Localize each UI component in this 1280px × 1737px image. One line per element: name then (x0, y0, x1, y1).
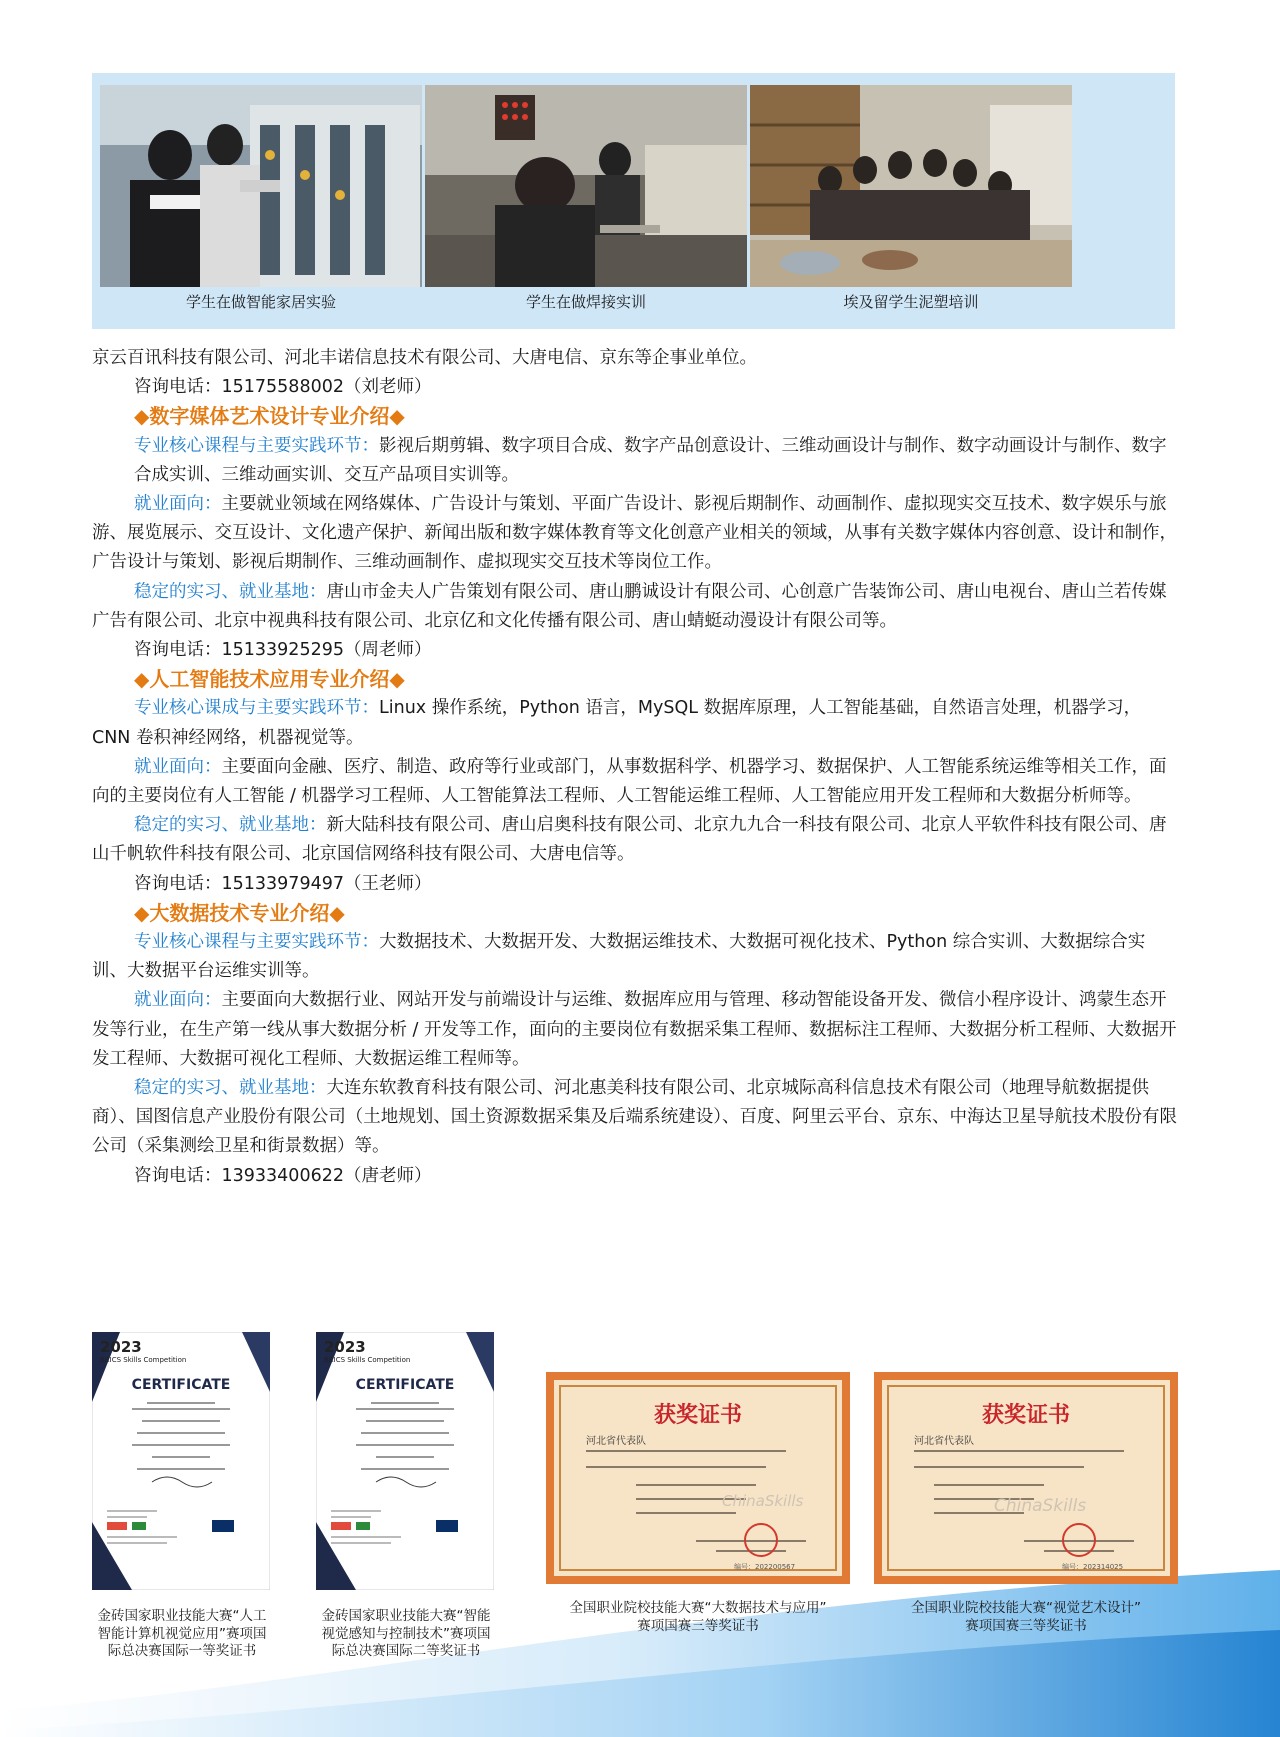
base-paragraph (92, 578, 1177, 636)
job-paragraph (92, 986, 1177, 1074)
certificate-title: CERTIFICATE (355, 1377, 455, 1393)
award-title: 获奖证书 (981, 1402, 1070, 1428)
caption-line: 际总决赛国际一等奖证书 (107, 1643, 257, 1659)
course-label: 专业核心课程与主要实践环节： (134, 435, 379, 456)
photo-caption: 埃及留学生泥塑培训 (843, 293, 979, 311)
award-number: 编号：202314025 (1062, 1563, 1124, 1571)
course-label: 专业核心课成与主要实践环节： (134, 698, 379, 719)
welding-training-image (425, 85, 747, 287)
certificates-area (0, 1320, 1280, 1737)
job-paragraph (92, 753, 1177, 811)
job-text: 主要就业领域在网络媒体、广告设计与策划、平面广告设计、影视后期制作、动画制作、虚拟现实交互技术、数字娱乐与旅游、展览展示、交互设计、文化遗产保护、新闻出版和数字媒体教育等文化创意产业相关的领域，从事有关数字媒体内容创意、设计和制作，广告设计与策划、影视后期制作、三维动画制作、虚拟现实交互技术等岗位工作。 (92, 494, 1177, 573)
course-text: 大数据技术、大数据开发、大数据运维技术、大数据可视化技术、Python 综合实训、大数据综合实训、大数据平台运维实训等。 (92, 932, 1146, 982)
section-title-digital-media: ◆数字媒体艺术设计专业介绍◆ (134, 404, 405, 429)
section-title-big-data: ◆大数据技术专业介绍◆ (134, 900, 345, 925)
base-label: 稳定的实习、就业基地： (134, 815, 327, 836)
award-certificate-visual-art (874, 1372, 1178, 1584)
course-paragraph (92, 694, 1177, 752)
photo-caption: 学生在做智能家居实验 (185, 293, 336, 311)
job-paragraph (92, 490, 1177, 578)
caption-line: 全国职业院校技能大赛“大数据技术与应用” (569, 1600, 827, 1616)
certificate-caption (546, 1600, 850, 1635)
phone-line: 咨询电话：15175588002（刘老师） (134, 377, 432, 398)
certificate-year: 2023 (100, 1338, 142, 1356)
base-text: 唐山市金夫人广告策划有限公司、唐山鹏诚设计有限公司、心创意广告装饰公司、唐山电视台、唐山兰若传媒广告有限公司、北京中视典科技有限公司、北京亿和文化传播有限公司、唐山蜻蜓动漫设计有限公司等。 (92, 581, 1167, 631)
caption-line: 视觉感知与控制技术”赛项国 (321, 1625, 491, 1642)
base-text: 大连东软教育科技有限公司、河北惠美科技有限公司、北京城际高科信息技术有限公司（地理导航数据提供商）、国图信息产业股份有限公司（土地规划、国土资源数据采集及后端系统建设）、百度、阿里云平台、京东、中海达卫星导航技术股份有限公司（采集测绘卫星和街景数据）等。 (92, 1078, 1177, 1157)
job-label: 就业面向： (134, 756, 222, 777)
clay-sculpture-training-image (750, 85, 1072, 287)
base-paragraph (92, 1074, 1177, 1162)
smart-home-lab-image (100, 85, 422, 287)
course-text: 影视后期剪辑、数字项目合成、数字产品创意设计、三维动画设计与制作、数字动画设计与制作、数字合成实训、三维动画实训、交互产品项目实训等。 (134, 435, 1167, 485)
award-certificate-big-data (546, 1372, 850, 1584)
caption-line: 赛项国赛三等奖证书 (965, 1617, 1087, 1634)
certificate-year: 2023 (324, 1338, 366, 1356)
award-watermark: ChinaSkills (994, 1496, 1087, 1516)
caption-line: 全国职业院校技能大赛“视觉艺术设计” (911, 1600, 1141, 1616)
certificate-caption (874, 1600, 1178, 1635)
award-watermark: ChinaSkills (722, 1492, 804, 1510)
certificate-title: CERTIFICATE (131, 1377, 231, 1393)
phone-line: 咨询电话：15133979497（王老师） (134, 873, 432, 894)
photo-caption: 学生在做焊接实训 (525, 293, 646, 311)
certificate-header: BRICS Skills Competition (100, 1356, 187, 1364)
photo-clay (750, 85, 1072, 325)
job-label: 就业面向： (134, 990, 222, 1011)
award-team: 河北省代表队 (914, 1436, 974, 1447)
brics-certificate-1 (92, 1332, 270, 1590)
job-text: 主要面向金融、医疗、制造、政府等行业或部门，从事数据科学、机器学习、数据保护、人工智能系统运维等相关工作，面向的主要岗位有人工智能 / 机器学习工程师、人工智能算法工程师、人工智能运维工程师、人工智能应用开发工程师和大数据分析师等。 (92, 756, 1167, 807)
certificate-caption (82, 1608, 282, 1661)
photo-smart-home (100, 85, 422, 325)
caption-line: 金砖国家职业技能大赛“人工 (97, 1608, 267, 1624)
caption-line: 际总决赛国际二等奖证书 (331, 1643, 481, 1659)
course-paragraph (92, 928, 1177, 986)
base-label: 稳定的实习、就业基地： (134, 1078, 327, 1099)
base-text: 新大陆科技有限公司、唐山启奥科技有限公司、北京九九合一科技有限公司、北京人平软件科技有限公司、唐山千帆软件科技有限公司、北京国信网络科技有限公司、大唐电信等。 (92, 815, 1167, 865)
brics-certificate-2 (316, 1332, 494, 1590)
base-paragraph (92, 811, 1177, 869)
caption-line: 智能计算机视觉应用”赛项国 (97, 1625, 267, 1642)
award-team: 河北省代表队 (586, 1436, 646, 1447)
award-number: 编号：202200567 (734, 1563, 796, 1571)
course-label: 专业核心课程与主要实践环节： (134, 932, 379, 953)
certificate-header: BRICS Skills Competition (324, 1356, 411, 1364)
job-label: 就业面向： (134, 494, 222, 515)
phone-line: 咨询电话：15133925295（周老师） (134, 640, 432, 661)
course-text: Linux 操作系统，Python 语言，MySQL 数据库原理，人工智能基础，自然语言处理，机器学习，CNN 卷积神经网络，机器视觉等。 (92, 698, 1142, 748)
intro-line: 京云百讯科技有限公司、河北丰诺信息技术有限公司、大唐电信、京东等企事业单位。 (92, 348, 757, 368)
photo-strip (92, 73, 1175, 329)
award-title: 获奖证书 (653, 1402, 742, 1428)
caption-line: 金砖国家职业技能大赛“智能 (321, 1608, 491, 1624)
article-body (92, 344, 1177, 1191)
caption-line: 赛项国赛三等奖证书 (637, 1617, 759, 1634)
photo-welding (425, 85, 747, 325)
phone-line: 咨询电话：13933400622（唐老师） (134, 1165, 432, 1186)
course-paragraph (92, 432, 1177, 490)
section-title-ai: ◆人工智能技术应用专业介绍◆ (134, 667, 405, 692)
certificate-caption (306, 1608, 506, 1661)
job-text: 主要面向大数据行业、网站开发与前端设计与运维、数据库应用与管理、移动智能设备开发、微信小程序设计、鸿蒙生态开发等行业，在生产第一线从事大数据分析 / 开发等工作，面向的主要岗位有数据采集工程师、数据标注工程师、大数据分析工程师、大数据开发工程师、大数据可视化工程师、大数据运维工程师等。 (92, 990, 1177, 1069)
base-label: 稳定的实习、就业基地： (134, 581, 327, 602)
